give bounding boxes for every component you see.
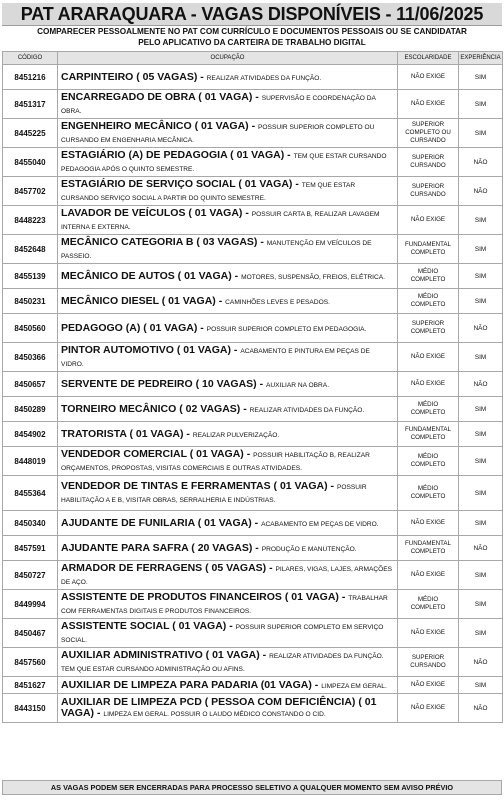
job-occupation: [58, 372, 398, 397]
job-code: 8451317: [3, 90, 58, 119]
job-experience: NÃO: [459, 177, 503, 206]
job-education: FUNDAMENTAL COMPLETO: [398, 536, 459, 561]
job-education: SUPERIOR CURSANDO: [398, 177, 459, 206]
job-experience: NÃO: [459, 372, 503, 397]
job-education: NÃO EXIGE: [398, 206, 459, 235]
job-role: AJUDANTE DE FUNILARIA ( 01 VAGA): [61, 516, 252, 529]
job-experience: SIM: [459, 65, 503, 90]
role-separator: -: [242, 207, 252, 219]
job-education: MÉDIO COMPLETO: [398, 447, 459, 476]
table-row: [3, 648, 503, 677]
job-role: VENDEDOR COMERCIAL ( 01 VAGA): [61, 448, 244, 460]
role-separator: -: [338, 591, 349, 603]
job-occupation: [58, 90, 398, 119]
job-role: ARMADOR DE FERRAGENS ( 05 VAGAS): [61, 562, 267, 574]
job-description: AUXILIAR NA OBRA.: [266, 381, 330, 389]
role-separator: -: [292, 178, 302, 190]
column-header-occupation: OCUPAÇÃO: [58, 52, 398, 65]
table-row: [3, 511, 503, 536]
job-description: LIMPEZA EM GERAL.: [321, 682, 387, 690]
job-occupation: [58, 648, 398, 677]
job-code: 8451216: [3, 65, 58, 90]
job-occupation: [58, 264, 398, 289]
job-code: 8450727: [3, 561, 58, 590]
role-separator: -: [243, 448, 254, 460]
job-occupation: [58, 590, 398, 619]
job-description: POSSUIR CARTA B, REALIZAR LAVAGEM INTERNA E EXTERNA.: [61, 211, 380, 231]
job-education: FUNDAMENTAL COMPLETO: [398, 235, 459, 264]
table-row: [3, 590, 503, 619]
job-role: PINTOR AUTOMOTIVO ( 01 VAGA): [61, 344, 231, 356]
table-row: [3, 476, 503, 511]
job-education: SUPERIOR CURSANDO: [398, 148, 459, 177]
role-separator: -: [252, 541, 262, 554]
job-experience: NÃO: [459, 536, 503, 561]
job-role: VENDEDOR DE TINTAS E FERRAMENTAS ( 01 VAGA): [61, 480, 328, 492]
job-occupation: [58, 177, 398, 206]
job-role: ENCARREGADO DE OBRA ( 01 VAGA): [61, 91, 253, 103]
column-header-code: CÓDIGO: [3, 52, 58, 65]
table-row: [3, 372, 503, 397]
job-description: REALIZAR ATIVIDADES DA FUNÇÃO. TEM QUE ESTAR CURSANDO ADMINISTRAÇÃO OU AFINS.: [61, 653, 384, 673]
job-role: MECÂNICO DIESEL ( 01 VAGA): [61, 294, 216, 307]
job-code: 8452648: [3, 235, 58, 264]
job-code: 8451627: [3, 677, 58, 694]
job-description: POSSUIR SUPERIOR COMPLETO EM SERVIÇO SOCIAL.: [61, 624, 384, 644]
job-education: NÃO EXIGE: [398, 677, 459, 694]
job-occupation: [58, 235, 398, 264]
job-description: PRODUÇÃO E MANUTENÇÃO.: [261, 545, 357, 553]
job-description: REALIZAR ATIVIDADES DA FUNÇÃO.: [206, 74, 322, 82]
job-experience: SIM: [459, 397, 503, 422]
table-row: [3, 343, 503, 372]
job-experience: SIM: [459, 90, 503, 119]
job-experience: SIM: [459, 561, 503, 590]
job-description: REALIZAR ATIVIDADES DA FUNÇÃO.: [249, 406, 365, 414]
table-row: [3, 619, 503, 648]
job-experience: SIM: [459, 447, 503, 476]
table-row: [3, 177, 503, 206]
job-description: MOTORES, SUSPENSÃO, FREIOS, ELÉTRICA.: [241, 273, 385, 281]
job-occupation: [58, 397, 398, 422]
job-experience: SIM: [459, 619, 503, 648]
job-role: AUXILIAR ADMINISTRATIVO ( 01 VAGA): [61, 649, 260, 661]
job-role: MECÂNICO DE AUTOS ( 01 VAGA): [61, 269, 232, 282]
job-code: 8455139: [3, 264, 58, 289]
job-occupation: [58, 314, 398, 343]
role-separator: -: [252, 91, 262, 103]
job-code: 8445225: [3, 119, 58, 148]
job-experience: SIM: [459, 119, 503, 148]
job-education: SUPERIOR COMPLETO: [398, 314, 459, 343]
job-experience: SIM: [459, 511, 503, 536]
job-code: 8443150: [3, 694, 58, 723]
role-separator: -: [183, 427, 193, 440]
job-occupation: [58, 206, 398, 235]
job-experience: SIM: [459, 289, 503, 314]
column-header-experience: EXPERIÊNCIA: [459, 52, 503, 65]
role-separator: -: [259, 649, 270, 661]
job-education: FUNDAMENTAL COMPLETO: [398, 422, 459, 447]
job-education: MÉDIO COMPLETO: [398, 476, 459, 511]
job-code: 8450467: [3, 619, 58, 648]
job-experience: NÃO: [459, 648, 503, 677]
job-occupation: [58, 511, 398, 536]
table-row: [3, 536, 503, 561]
role-separator: -: [266, 562, 276, 574]
job-role: AJUDANTE PARA SAFRA ( 20 VAGAS): [61, 541, 253, 554]
table-row: [3, 119, 503, 148]
jobs-table-body: [3, 65, 503, 723]
job-experience: SIM: [459, 476, 503, 511]
job-role: PEDAGOGO (A) ( 01 VAGA): [61, 321, 198, 334]
job-experience: SIM: [459, 264, 503, 289]
jobs-table: [2, 51, 503, 723]
job-role: ESTAGIÁRIO (A) DE PEDAGOGIA ( 01 VAGA): [61, 149, 285, 161]
job-education: NÃO EXIGE: [398, 694, 459, 723]
job-description: TEM QUE ESTAR CURSANDO PEDAGOGIA APÓS O QUINTO SEMESTRE.: [61, 153, 387, 173]
role-separator: -: [284, 149, 294, 161]
job-education: NÃO EXIGE: [398, 343, 459, 372]
role-separator: -: [256, 377, 266, 390]
table-row: [3, 90, 503, 119]
job-education: SUPERIOR COMPLETO OU CURSANDO: [398, 119, 459, 148]
role-separator: -: [197, 70, 207, 83]
role-separator: -: [257, 236, 267, 248]
job-education: MÉDIO COMPLETO: [398, 397, 459, 422]
job-description: POSSUIR HABILITAÇÃO B, REALIZAR ORÇAMENTOS, PROPOSTAS, VISITAS COMERCIAIS E OUTRAS ATIVIDADES.: [61, 452, 370, 472]
job-education: NÃO EXIGE: [398, 65, 459, 90]
table-row: [3, 289, 503, 314]
job-description: POSSUIR SUPERIOR COMPLETO OU CURSANDO EM ENGENHARIA MECÂNICA.: [61, 124, 375, 144]
job-description: ACABAMENTO EM PEÇAS DE VIDRO.: [261, 520, 379, 528]
job-occupation: [58, 148, 398, 177]
job-description: REALIZAR PULVERIZAÇÃO.: [192, 431, 280, 439]
table-row: [3, 314, 503, 343]
job-occupation: [58, 289, 398, 314]
job-occupation: [58, 694, 398, 723]
job-role: TRATORISTA ( 01 VAGA): [61, 427, 184, 440]
job-experience: SIM: [459, 343, 503, 372]
job-code: 8450657: [3, 372, 58, 397]
job-description: TRABALHAR COM FERRAMENTAS DIGITAIS E PRODUTOS FINANCEIROS.: [61, 595, 388, 615]
table-header-row: [3, 52, 503, 65]
job-description: CAMINHÕES LEVES E PESADOS.: [225, 298, 330, 306]
job-role: SERVENTE DE PEDREIRO ( 10 VAGAS): [61, 377, 257, 390]
job-description: POSSUIR SUPERIOR COMPLETO EM PEDAGOGIA.: [206, 325, 367, 333]
job-role: ASSISTENTE DE PRODUTOS FINANCEIROS ( 01 VAGA): [61, 591, 339, 603]
job-role: MECÂNICO CATEGORIA B ( 03 VAGAS): [61, 236, 258, 248]
role-separator: -: [251, 516, 262, 529]
job-occupation: [58, 65, 398, 90]
job-occupation: [58, 422, 398, 447]
role-separator: -: [240, 402, 250, 415]
page-subtitle: [6, 26, 498, 48]
role-separator: -: [226, 620, 236, 632]
job-education: MÉDIO COMPLETO: [398, 289, 459, 314]
table-row: [3, 694, 503, 723]
job-education: NÃO EXIGE: [398, 511, 459, 536]
role-separator: -: [197, 321, 207, 334]
job-role: AUXILIAR DE LIMPEZA PCD ( PESSOA COM DEFICIÊNCIA) ( 01 VAGA): [61, 696, 377, 719]
table-row: [3, 447, 503, 476]
job-education: NÃO EXIGE: [398, 619, 459, 648]
job-education: SUPERIOR CURSANDO: [398, 648, 459, 677]
job-description: PILARES, VIGAS, LAJES, ARMAÇÕES DE AÇO.: [61, 566, 393, 586]
job-education: MÉDIO COMPLETO: [398, 590, 459, 619]
job-occupation: [58, 447, 398, 476]
subtitle-line-2: PELO APLICATIVO DA CARTEIRA DE TRABALHO DIGITAL: [138, 38, 366, 47]
job-occupation: [58, 119, 398, 148]
job-code: 8450231: [3, 289, 58, 314]
role-separator: -: [94, 707, 104, 719]
role-separator: -: [215, 294, 226, 307]
job-code: 8455040: [3, 148, 58, 177]
job-role: ASSISTENTE SOCIAL ( 01 VAGA): [61, 620, 227, 632]
job-education: NÃO EXIGE: [398, 90, 459, 119]
job-experience: NÃO: [459, 314, 503, 343]
job-occupation: [58, 677, 398, 694]
job-description: TEM QUE ESTAR CURSANDO SERVIÇO SOCIAL A PARTIR DO QUINTO SEMESTRE.: [61, 182, 356, 202]
job-description: LIMPEZA EM GERAL. POSSUIR O LAUDO MÉDICO CONSTANDO O CID.: [103, 711, 326, 718]
role-separator: -: [231, 269, 242, 282]
job-experience: SIM: [459, 235, 503, 264]
job-code: 8450289: [3, 397, 58, 422]
table-row: [3, 422, 503, 447]
job-experience: SIM: [459, 590, 503, 619]
job-code: 8457560: [3, 648, 58, 677]
job-role: TORNEIRO MECÂNICO ( 02 VAGAS): [61, 402, 241, 415]
job-description: POSSUIR HABILITAÇÃO A E B, VISITAR OBRAS, SERRALHERIA E INDÚSTRIAS.: [61, 484, 367, 504]
job-occupation: [58, 476, 398, 511]
job-role: ENGENHEIRO MECÂNICO ( 01 VAGA): [61, 120, 249, 132]
job-code: 8450366: [3, 343, 58, 372]
page-title: PAT ARARAQUARA - VAGAS DISPONÍVEIS - 11/06/2025: [2, 3, 502, 26]
job-code: 8448223: [3, 206, 58, 235]
job-experience: NÃO: [459, 694, 503, 723]
table-row: [3, 235, 503, 264]
footer-notice: AS VAGAS PODEM SER ENCERRADAS PARA PROCESSO SELETIVO A QUALQUER MOMENTO SEM AVISO PRÉVIO: [2, 780, 502, 795]
job-description: ACABAMENTO E PINTURA EM PEÇAS DE VIDRO.: [61, 348, 370, 368]
table-row: [3, 148, 503, 177]
job-code: 8450560: [3, 314, 58, 343]
job-code: 8454902: [3, 422, 58, 447]
role-separator: -: [311, 678, 322, 691]
job-occupation: [58, 561, 398, 590]
job-role: CARPINTEIRO ( 05 VAGAS): [61, 70, 198, 83]
table-row: [3, 677, 503, 694]
job-code: 8457591: [3, 536, 58, 561]
job-occupation: [58, 343, 398, 372]
subtitle-line-1: COMPARECER PESSOALMENTE NO PAT COM CURRÍCULO E DOCUMENTOS PESSOAIS OU SE CANDIDATAR: [37, 27, 467, 36]
job-code: 8455364: [3, 476, 58, 511]
job-code: 8450340: [3, 511, 58, 536]
job-occupation: [58, 536, 398, 561]
table-row: [3, 397, 503, 422]
job-code: 8457702: [3, 177, 58, 206]
role-separator: -: [327, 480, 337, 492]
table-row: [3, 264, 503, 289]
job-occupation: [58, 619, 398, 648]
job-role: ESTAGIÁRIO DE SERVIÇO SOCIAL ( 01 VAGA): [61, 178, 293, 190]
job-experience: NÃO: [459, 148, 503, 177]
table-row: [3, 206, 503, 235]
job-description: MANUTENÇÃO EM VEÍCULOS DE PASSEIO.: [61, 240, 372, 260]
table-row: [3, 561, 503, 590]
job-education: NÃO EXIGE: [398, 372, 459, 397]
job-description: SUPERVISÃO E COORDENAÇÃO DA OBRA.: [61, 95, 376, 115]
role-separator: -: [248, 120, 259, 132]
job-education: NÃO EXIGE: [398, 561, 459, 590]
job-role: AUXILIAR DE LIMPEZA PARA PADARIA (01 VAGA): [61, 678, 312, 691]
table-row: [3, 65, 503, 90]
job-experience: SIM: [459, 422, 503, 447]
job-code: 8449994: [3, 590, 58, 619]
job-code: 8448019: [3, 447, 58, 476]
column-header-education: ESCOLARIDADE: [398, 52, 459, 65]
job-experience: SIM: [459, 206, 503, 235]
role-separator: -: [230, 344, 241, 356]
job-education: MÉDIO COMPLETO: [398, 264, 459, 289]
job-role: LAVADOR DE VEÍCULOS ( 01 VAGA): [61, 207, 243, 219]
job-experience: SIM: [459, 677, 503, 694]
